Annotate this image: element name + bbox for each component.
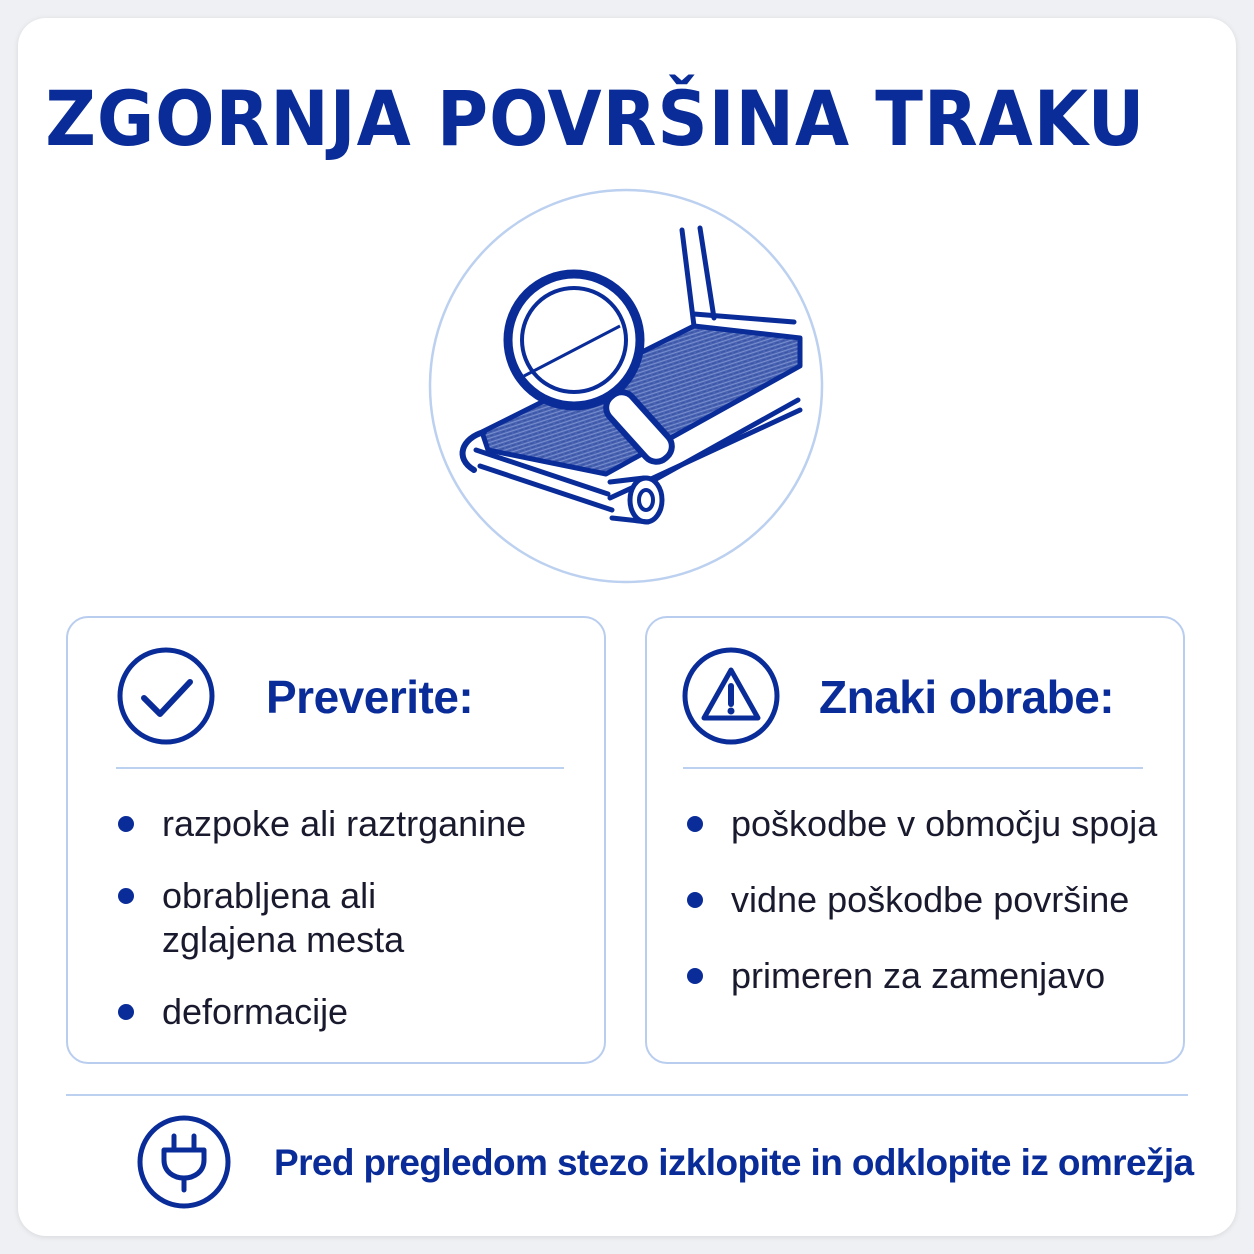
list-item xyxy=(162,990,348,1034)
bullet-icon xyxy=(118,888,134,904)
bullet-icon xyxy=(687,968,703,984)
check-panel xyxy=(66,616,606,1064)
list-item-text: zglajena mesta xyxy=(162,919,405,960)
list-item-text: vidne poškodbe površine xyxy=(731,879,1130,920)
list-item-text: razpoke ali raztrganine xyxy=(162,803,527,844)
bullet-icon xyxy=(687,816,703,832)
list-item-text: obrabljena ali xyxy=(162,875,377,916)
safety-notice: Pred pregledom stezo izklopite in odklopite iz omrežja xyxy=(274,1142,1194,1183)
bullet-icon xyxy=(118,1004,134,1020)
list-item xyxy=(731,878,1129,922)
footer-divider xyxy=(66,1094,1188,1096)
bullet-icon xyxy=(687,892,703,908)
wear-panel-heading: Znaki obrabe: xyxy=(819,671,1115,723)
wear-panel xyxy=(645,616,1185,1064)
plug-icon xyxy=(136,1114,232,1210)
list-item xyxy=(162,802,526,846)
warning-icon xyxy=(681,646,781,746)
list-item-continuation xyxy=(162,918,404,962)
checkmark-icon xyxy=(116,646,216,746)
divider xyxy=(683,767,1143,769)
treadmill-magnifier-icon xyxy=(428,188,824,584)
list-item-text: poškodbe v območju spoja xyxy=(731,803,1158,844)
list-item-text: primeren za zamenjavo xyxy=(731,955,1106,996)
list-item xyxy=(731,802,1157,846)
list-item xyxy=(162,874,376,918)
list-item xyxy=(731,954,1105,998)
page-title: ZGORNJA POVRŠINA TRAKU xyxy=(45,74,1146,163)
check-panel-heading: Preverite: xyxy=(266,671,474,723)
bullet-icon xyxy=(118,816,134,832)
list-item-text: deformacije xyxy=(162,991,349,1032)
divider xyxy=(116,767,564,769)
